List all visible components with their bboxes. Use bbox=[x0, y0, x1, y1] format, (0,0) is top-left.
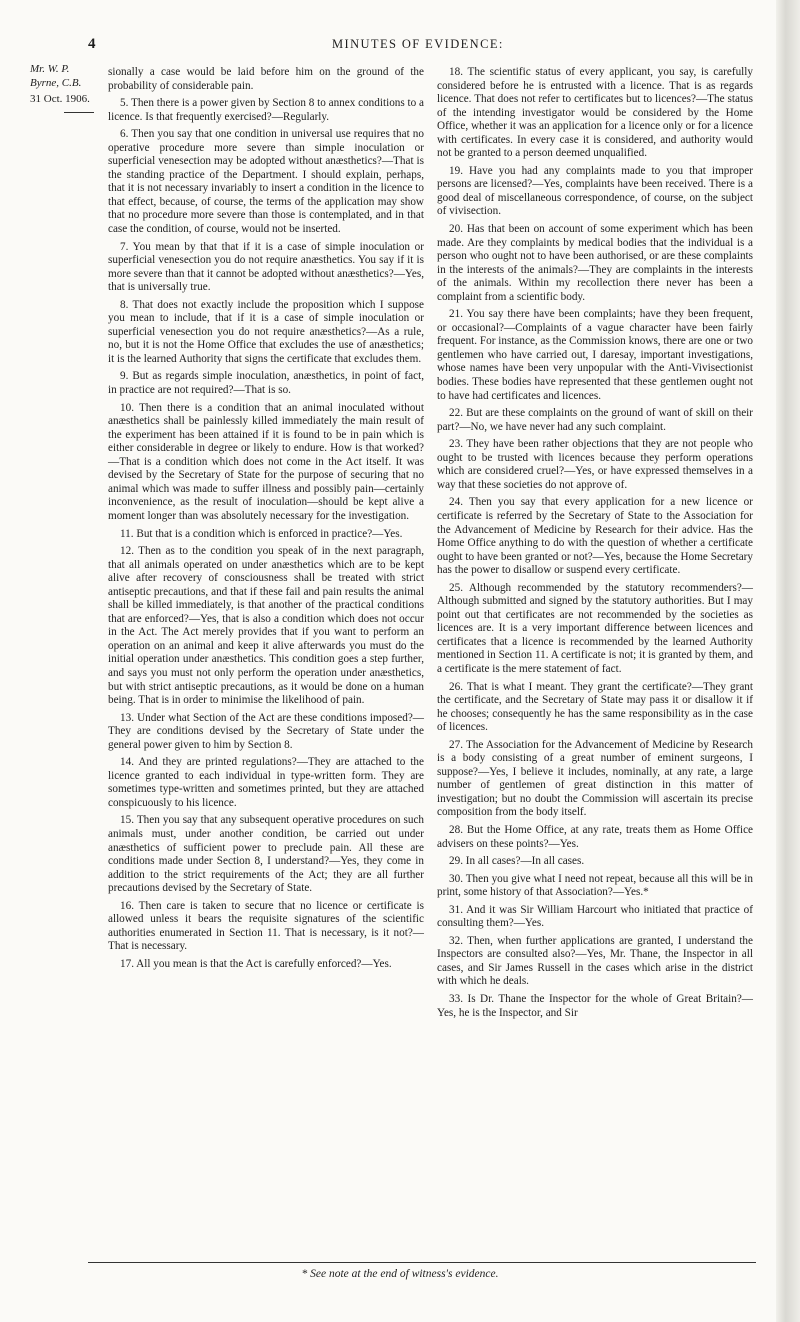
paragraph: 14. And they are printed regulations?—They are attached to the licence granted to each individual in type-written form. They are sometimes type-written and sometimes printed, but they are attached conspicuously to his licence. bbox=[108, 756, 424, 809]
paragraph: 28. But the Home Office, at any rate, treats them as Home Office advisers on these points?—Yes. bbox=[437, 823, 753, 850]
paragraph: 16. Then care is taken to secure that no licence or certificate is allowed unless it bears the requisite signatures of the scientific authorities enumerated in Section 11. That is necessary, is it not?—That is necessary. bbox=[108, 899, 424, 953]
paragraph: 11. But that is a condition which is enforced in practice?—Yes. bbox=[120, 527, 403, 540]
paragraph: 5. Then there is a power given by Section 8 to annex conditions to a licence. Is that frequently exercised?—Regularly. bbox=[108, 97, 424, 123]
margin-dash bbox=[64, 112, 94, 113]
paragraph: 29. In all cases?—In all cases. bbox=[449, 855, 585, 868]
paragraph: 22. But are these complaints on the ground of want of skill on their part?—No, we have never had any such complaint. bbox=[437, 407, 753, 433]
paragraph: 26. That is what I meant. They grant the certificate?—They grant the certificate, and the Secretary of State may pass it or disallow it if he chooses; consequently he has the same responsibility as in the case of licences. bbox=[437, 680, 753, 734]
paragraph: 18. The scientific status of every applicant, you say, is carefully considered before he is entrusted with a licence. That is as regards licence. That does not refer to certificates but to licences?—The status of the intending investigator would be considered by the Home Office, whether it was an application for a licence only or for a licence with certificates. In every case it is considered, and authority would not be granted to a person deemed unqualified. bbox=[437, 66, 754, 160]
witness-name: Mr. W. P. Byrne, C.B. bbox=[30, 63, 82, 89]
left-column bbox=[108, 66, 424, 975]
paragraph: 7. You mean by that that if it is a case of simple inoculation or superficial venesection you do not require anæsthetics. You say if it is more severe than that it cannot be adopted without anæsthetics?—Yes, that is universally true. bbox=[108, 240, 424, 294]
paragraph: 24. Then you say that every application for a new licence or certificate is referred by the Secretary of State to the Association for the Advancement of Medicine by Research for their advice. Has the Home Office anything to do with the question of whether a certificate ought to have been granted or not?—Yes, because the Home Secretary has the power to disallow or suspend every certificate. bbox=[437, 496, 753, 577]
paragraph: 32. Then, when further applications are granted, I understand the Inspectors are consulted also?—Yes, Mr. Thane, the Inspector in all cases, and Sir James Russell in the cases which arise in the district with which he deals. bbox=[437, 934, 753, 988]
page-edge bbox=[776, 0, 800, 1322]
footnote-rule bbox=[88, 1262, 756, 1263]
paragraph: 13. Under what Section of the Act are these conditions imposed?—They are conditions devised by the Secretary of State under the general power given to him by Section 8. bbox=[108, 711, 424, 751]
paragraph: 8. That does not exactly include the proposition which I suppose you mean to include, that if it is a case of simple inoculation or superficial venesection you do not require anæsthetics?—As a rule, no, but it is not the Home Office that excludes the use of anæsthetics; it is the learned Authority that signs the certificate that excludes them. bbox=[108, 298, 424, 365]
paragraph: 6. Then you say that one condition in universal use requires that no operative procedure more severe than simple inoculation or superficial venesection may be adopted without anæsthetics?—That is the standing practice of the Department. I should explain, perhaps, that it is not necessary invariably to insert a condition in the licence to that effect, because, of course, the terms of the application may show that no procedure more severe than those is contemplated, and in that case the condition, of course, would not be inserted. bbox=[108, 128, 424, 236]
running-header bbox=[0, 36, 800, 54]
paragraph: 25. Although recommended by the statutory recommenders?—Although submitted and signed by the statutory authorities. But I may point out that certificates are not recommended by the societies as licences are. It is a very important difference between licences and certificates that a licence is recommended by the learned Authority mentioned in Section 11. A certificate is not; it is granted by them, and a certificate is the mere statement of fact. bbox=[437, 581, 753, 675]
paragraph: 21. You say there have been complaints; have they been frequent, or occasional?—Complaints of a vague character have been fairly frequent. For instance, as the Commission knows, there are one or two gentlemen who have carried out, I daresay, important investigations, whose names have been very unpopular with the Anti-Vivisectionist bodies. These bodies have represented that these gentlemen ought not to have had certificates and licences. bbox=[437, 308, 753, 402]
page-number: 4 bbox=[88, 36, 96, 52]
paragraph: 23. They have been rather objections that they are not people who ought to be trusted with licences because they perform operations which are considered cruel?—Yes, or have expressed themselves in a way that these societies do not approve of. bbox=[437, 438, 753, 491]
paragraph: 15. Then you say that any subsequent operative procedures on such animals must, under another condition, be carried out under anæsthetics of sufficient power to preclude pain. All these are conditions made under Section 8, I understand?—Yes, they come in addition to the strict requirements of the Act; they are all further precautions devised by the Secretary of State. bbox=[108, 814, 424, 895]
paragraph: 12. Then as to the condition you speak of in the next paragraph, that all animals operated on under anæsthetics which are to be kept alive after recovery of consciousness shall be treated with strict antiseptic precautions, and that if these fail and pain results the animal shall be killed immediately, is that another of the practical conditions that are enforced?—Yes, that is also a condition which does not occur in the Act. The Act merely provides that if you want to perform an operation on an animal and keep it alive afterwards you must do the initial operation under anæsthetics. This condition goes a step further, and says you must not only perform the operation under anæsthetics, but with strict antiseptic precautions, as it would be done on a human being. That is in order to minimise the likelihood of pain. bbox=[108, 545, 424, 707]
paragraph: 20. Has that been on account of some experiment which has been made. Are they complaints by medical bodies that the individual is a person who ought not to have been authorised, or are these complaints in the interests of the animals?—They are complaints in the interests of the animals. Within my recollection there never has been a complaint from a scientific body. bbox=[437, 223, 753, 303]
paragraph: 19. Have you had any complaints made to you that improper persons are licensed?—Yes, complaints have been received. There is a good deal of miscellaneous correspondence, of course, on the subject of vivisection. bbox=[437, 164, 753, 218]
paragraph: 9. But as regards simple inoculation, anæsthetics, in point of fact, in practice are not required?—That is so. bbox=[108, 370, 424, 397]
paragraph: 10. Then there is a condition that an animal inoculated without anæsthetics shall be painlessly killed immediately the main result of the experiment has been attained if it is found to be in pain which is either considerable in degree or likely to endure. How is that worked?—That is a condition which does not come in the Act itself. It was devised by the Secretary of State for the purpose of securing that no animal which was made to suffer illness and possibly pain—certainly inconvenience, as the result of inoculation—should be kept alive a moment longer than was absolutely necessary for the investigation. bbox=[108, 401, 424, 522]
paragraph: sionally a case would be laid before him on the ground of the probability of considerable pain. bbox=[108, 66, 424, 92]
margin-note bbox=[30, 62, 90, 113]
header-title: MINUTES OF EVIDENCE: bbox=[332, 37, 504, 51]
footnote: * See note at the end of witness's evidence. bbox=[301, 1268, 499, 1280]
right-column bbox=[437, 66, 753, 1024]
paragraph: 30. Then you give what I need not repeat, because all this will be in print, some history of that Association?—Yes.* bbox=[437, 872, 753, 899]
paragraph: 31. And it was Sir William Harcourt who initiated that practice of consulting them?—Yes. bbox=[437, 903, 753, 930]
paragraph: 27. The Association for the Advancement of Medicine by Research is a body consisting of a great number of eminent surgeons, I suppose?—Yes, I believe it includes, nominally, at any rate, a large number of gentlemen of great distinction in this matter of investigation; but no doubt the Commission will ascertain its precise composition from the body itself. bbox=[437, 738, 753, 819]
hearing-date: 31 Oct. 1906. bbox=[30, 93, 90, 105]
paragraph: 17. All you mean is that the Act is carefully enforced?—Yes. bbox=[120, 957, 392, 970]
paragraph: 33. Is Dr. Thane the Inspector for the whole of Great Britain?—Yes, he is the Inspector, and Sir bbox=[437, 993, 753, 1019]
